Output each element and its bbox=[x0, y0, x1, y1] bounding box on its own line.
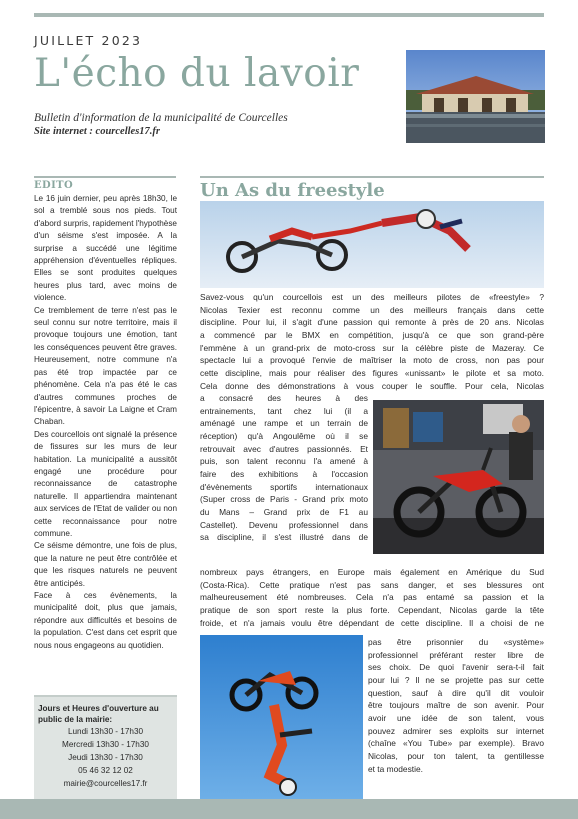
edito-body bbox=[34, 193, 177, 652]
phone-number: 05 46 32 12 02 bbox=[78, 766, 133, 775]
nicolas-bike-photo bbox=[373, 400, 544, 554]
article-line: Nicolas, pour ton talent, ta gentillesse bbox=[368, 750, 544, 761]
article-line: sa discipline, il s'est illustré dans de bbox=[200, 532, 368, 543]
edito-paragraph: Ce séisme démontre, une fois de plus, que la nature ne peut être contrôlée et que les risques naturels ne peuvent être anticipés. bbox=[34, 541, 177, 588]
article-line: du Mans – Grand prix de F1 au bbox=[200, 506, 368, 517]
article-line: entrainements, tant chez lui (il a bbox=[200, 405, 368, 416]
article-line: cette discipline, mais pour réaliser des figures «unissant» le pilote et sa moto. bbox=[200, 367, 544, 378]
article-line: froide, et n'a jamais voulu être dépendant de cette discipline. Il a choisi de ne bbox=[200, 617, 544, 628]
freestyle-stunt-photo bbox=[200, 635, 363, 802]
article-line: d'évènements sportifs internationaux bbox=[200, 481, 368, 492]
article-title: Un As du freestyle bbox=[200, 180, 385, 201]
opening-hours-title: Jours et Heures d'ouverture au public de la mairie: bbox=[38, 704, 159, 724]
newsletter-title: L'écho du lavoir bbox=[34, 51, 360, 96]
edito-paragraph: Ce tremblement de terre n'est pas le seul connu sur notre territoire, mais il provoque toujours une émotion, tant les conséquences peuvent être graves. Heureusement, notre commune n'a pas été trop impactée par ce phénomène. Cela n'a pas été le cas d'autres communes proches de l'épicentre, à savoir La Laigne et Cram Chaban. bbox=[34, 305, 177, 427]
article-line: discipline. Pour lui, il s'agit d'une passion qui remonte à près de 20 ans. Nicolas bbox=[200, 317, 544, 328]
article-line: nombreux pays étrangers, en Europe mais également en Amérique du Sud bbox=[200, 567, 544, 577]
lavoir-photo bbox=[406, 50, 545, 143]
stunt-illustration bbox=[200, 635, 363, 802]
edito-paragraph: Face à ces évènements, la municipalité doit, plus que jamais, répondre aux difficultés et besoins de la population. C'est dans cet esprit que nous nous engageons au quotidien. bbox=[34, 591, 177, 650]
article-line: l'emmène à un grand-prix de moto-cross sur la célèbre piste de Mazeray. Ce bbox=[200, 342, 544, 353]
article-block-4 bbox=[368, 636, 544, 775]
article-line: Savez-vous qu'un courcellois est un des meilleurs pilotes de «freestyle» ? bbox=[200, 292, 544, 302]
edito-separator bbox=[34, 176, 176, 178]
edito-heading: EDITO bbox=[34, 180, 74, 191]
article-block-3 bbox=[200, 566, 544, 629]
article-line: être toujours maître de son avenir. Pour bbox=[368, 700, 544, 711]
top-rule bbox=[34, 13, 544, 17]
article-block-2 bbox=[200, 392, 368, 544]
article-block-1 bbox=[200, 291, 544, 392]
article-line: (chaîne «You Tube» par exemple). Bravo bbox=[368, 738, 544, 749]
article-separator bbox=[200, 176, 544, 178]
article-line: spectacle lui a provoqué l'envie de maîtriser la moto de cross, non pas pour bbox=[200, 355, 544, 366]
article-line: faire des exhibitions à l'occasion bbox=[200, 468, 368, 479]
article-line: avoir une idée de son talent, vous bbox=[368, 712, 544, 723]
hours-monday: Lundi 13h30 - 17h30 bbox=[67, 727, 144, 736]
article-line: et ta modestie. bbox=[368, 763, 423, 774]
website-line: Site internet : courcelles17.fr bbox=[34, 126, 160, 137]
article-line: (Costa-Rica). Cette pratique n'est pas sans danger, et ses blessures ont bbox=[200, 579, 544, 590]
article-line: pratique de son sport reste la plus forte. Cependant, Nicolas garde la tête bbox=[200, 604, 544, 615]
article-line: ses choix. De quoi l'avenir sera-t-il fait bbox=[368, 662, 544, 673]
article-line: retrouvait avec d'autres passionnés. Et bbox=[200, 443, 368, 454]
article-line: aménagé une rampe et un terrain de bbox=[200, 418, 368, 429]
article-line: a commencé par le BMX en compétition, jusqu'à ce que son grand-père bbox=[200, 329, 544, 340]
hours-thursday: Jeudi 13h30 - 17h30 bbox=[68, 753, 143, 762]
article-line: malheureusement été nombreuses. Cela n'a pas entamé sa passion et la bbox=[200, 592, 544, 603]
article-line: pour lui ? Il ne se projette pas sur cette bbox=[368, 674, 544, 685]
article-line: Nicolas Texier est reconnu comme un des meilleurs français dans cette bbox=[200, 304, 544, 315]
lavoir-illustration bbox=[406, 50, 545, 143]
article-line: pouvez admirer ses exploits sur internet bbox=[368, 725, 544, 736]
article-line: professionnel préférant rester libre de bbox=[368, 649, 544, 660]
opening-hours-box bbox=[34, 695, 177, 805]
article-line: Cela donne des démonstrations à vous couper le souffle. Pour cela, Nicolas bbox=[200, 380, 544, 391]
article-line: question, sauf à dire qu'il dit vouloir bbox=[368, 687, 544, 698]
article-line: (Super cross de Paris - Grand prix moto bbox=[200, 494, 368, 505]
article-line: a consacré des heures à des bbox=[200, 393, 368, 403]
motocross-bike-illustration bbox=[373, 400, 544, 554]
issue-month: JUILLET 2023 bbox=[34, 33, 143, 48]
edito-paragraph: Des courcellois ont signalé la présence de fissures sur les murs de leur habitation. La municipalité a aussitôt engagé une procédure pour reconnaissance de catastrophe naturelle. Il appartiendra maintenant aux services de l'Etat de valider ou non cette reconnaissance pour notre commune. bbox=[34, 429, 177, 538]
edito-paragraph: Le 16 juin dernier, peu après 18h30, le sol a tremblé sous nos pieds. Tout d'abord surpris, rapidement l'hypothèse d'un séisme s'est imposée. A la surprise a succédé une légitime appréhension d'éventuelles répliques. Elles se sont produites quelques heures plus tard, avec moins de violence. bbox=[34, 194, 177, 303]
article-line: Castellet). Devenu professionnel dans bbox=[200, 519, 368, 530]
article-line: réception) qu'à Angoulême où il se bbox=[200, 430, 368, 441]
freestyle-jump-illustration bbox=[200, 201, 544, 288]
hours-wednesday: Mercredi 13h30 - 17h30 bbox=[62, 740, 149, 749]
newsletter-subtitle: Bulletin d'information de la municipalité de Courcelles bbox=[34, 112, 288, 124]
article-line: puis, son talent reconnu l'a amené à bbox=[200, 456, 368, 467]
freestyle-sky-photo bbox=[200, 201, 544, 288]
article-line: pas être prisonnier du «système» bbox=[368, 637, 544, 647]
footer-bar bbox=[0, 799, 578, 819]
mairie-email: mairie@courcelles17.fr bbox=[63, 779, 148, 788]
